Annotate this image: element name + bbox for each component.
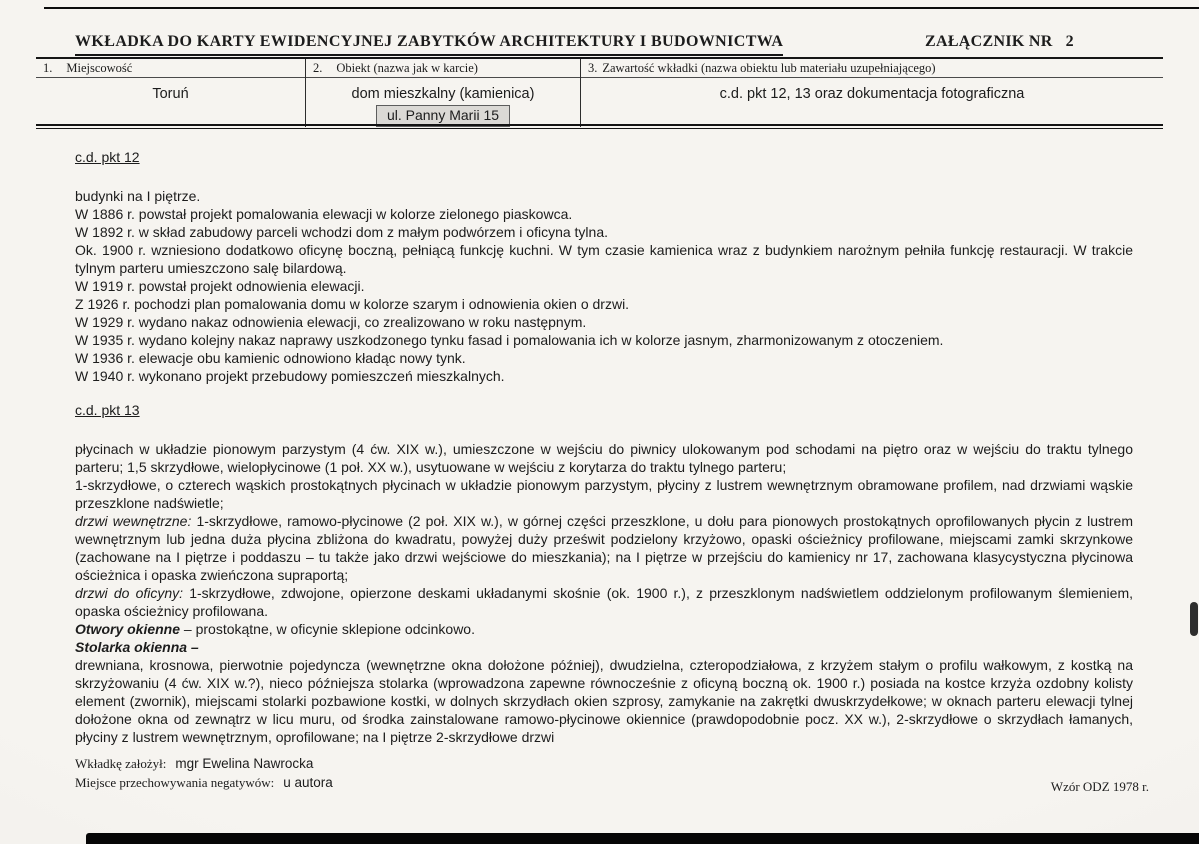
field-number: 1. [43,61,53,75]
field-label-text: Miejscowość [66,61,133,75]
paragraph-stolarka-okienna-heading [75,638,1133,656]
section-13-heading: c.d. pkt 13 [75,402,140,418]
paragraph-otwory-okienne [75,620,1133,638]
field-label-text: Obiekt (nazwa jak w karcie) [336,61,478,75]
scan-edge-top-line [44,7,1199,9]
paragraph-lead: drzwi wewnętrzne: [75,513,192,529]
column-zawartosc [580,59,1163,127]
paragraph-text: – prostokątne, w oficynie sklepione odcinkowo. [180,621,475,637]
attachment-label: ZAŁĄCZNIK NR [925,33,1053,50]
negatives-label: Miejsce przechowywania negatywów: [75,775,275,790]
paragraph-stolarka-okienna-text: drewniana, krosnowa, pierwotnie pojedyncza (wewnętrzne okna dołożone później), dwudzielna, czteropodziałowa, z krzyżem stałym o profilu wałkowym, z kostką na skrzyżowaniu (4 ćw. XIX w.?), nieco późniejsza stolarka (wprowadzona zapewne równocześnie z oficyną boczną ok. 1900 r.) posiada na kostce krzyża ozdobny kolisty element (zwornik), miejscami stolarki pozbawione kostki, w dolnych skrzydłach okien szprosy, zamykanie na zakrętki dwuskrzydełkowe; w oknach parteru elewacji tylnej dołożone okna od zewnątrz w licu muru, od środka zainstalowane ramowo-płycinowe okiennice (prawdopodobnie pocz. XX w.), 2-skrzydłowe o skrzydłach łamanych, płyciny z lustrem wewnętrznym, oprofilowane; na I piętrze 2-skrzydłowe drzwi [75,657,1133,745]
paragraph: 1-skrzydłowe, o czterech wąskich prostokątnych płycinach w układzie pionowym parzystym, płyciny z lustrem wewnętrznym obramowane profilem, nad drzwiami wąskie przeszklone nadświetle; [75,477,1133,511]
paragraph: W 1935 r. wydano kolejny nakaz naprawy uszkodzonego tynku fasad i pomalowania ich w kolorze jasnym, zharmonizowanym z otoczeniem. [75,332,944,348]
form-code: Wzór ODZ 1978 r. [1050,779,1149,794]
paragraph-text: 1-skrzydłowe, zdwojone, opierzone deskami układanymi skośnie (ok. 1900 r.), z przeszklonym nadświetlem oddzielonym profilowanym ślemieniem, opaska ościeżnicy profilowana. [75,585,1134,619]
field-label-text: Zawartość wkładki (nazwa obiektu lub materiału uzupełniającego) [602,61,936,75]
paragraph: płycinach w układzie pionowym parzystym (4 ćw. XIX w.), umieszczone w wejściu do piwnicy ulokowanym pod schodami na piętro oraz w wejściu do traktu tylnego parteru; 1,5 skrzydłowe, wielopłycinowe (1 poł. XX w.), usytuowane w wejściu z korytarza do traktu tylnego parteru; [75,441,1133,475]
document-body [75,148,1133,746]
scan-smudge-right-edge [1190,602,1198,636]
record-header-table [36,57,1163,124]
table-bottom-rule [36,124,1163,126]
section-12-heading: c.d. pkt 12 [75,149,140,165]
section-13-text [75,440,1133,746]
field-obiekt-value [306,78,580,127]
paragraph-text: 1-skrzydłowe, ramowo-płycinowe (2 poł. XIX w.), w górnej części przeszklone, u dołu para pionowych prostokątnych oprofilowanych płycin z lustrem wewnętrznym lub jedna duża płycina zbliżona do kwadratu, powyżej duży prześwit podzielony krzyżowo, opaski ościeżnicy profilowane, miejscami zamki skrzynkowe (zachowane na I piętrze i poddaszu – tu także jako drzwi wejściowe do mieszkania); na I piętrze w przejściu do kamienicy nr 17, zachowana klasycystyczna płycinowa ościeżnica i opaska zwieńczona supraportą; [75,513,1133,583]
negatives-value: u autora [283,775,333,790]
paragraph-drzwi-wewnetrzne [75,512,1133,584]
field-zawartosc-label [581,59,1163,78]
field-zawartosc-value: c.d. pkt 12, 13 oraz dokumentacja fotograficzna [719,86,1025,102]
page-title: WKŁADKA DO KARTY EWIDENCYJNEJ ZABYTKÓW ARCHITEKTURY I BUDOWNICTWA [75,33,783,56]
paragraph: Ok. 1900 r. wzniesiono dodatkowo oficynę boczną, pełniącą funkcję kuchni. W tym czasie kamienica wraz z budynkiem narożnym pełniła funkcję restauracji. W trakcie tylnym parteru umieszczono salę bilardową. [75,242,1133,276]
paragraph: W 1929 r. wydano nakaz odnowienia elewacji, co zrealizowano w roku następnym. [75,314,587,330]
paragraph: W 1936 r. elewacje obu kamienic odnowiono kładąc nowy tynk. [75,350,466,366]
paragraph-drzwi-do-oficyny [75,584,1133,620]
paragraph: budynki na I piętrze. [75,188,201,204]
paragraph: W 1940 r. wykonano projekt przebudowy pomieszczeń mieszkalnych. [75,368,505,384]
field-obiekt-label [306,59,580,78]
table-bottom-rule-thin [36,128,1163,129]
object-address-box: ul. Panny Marii 15 [376,105,510,127]
field-miejscowosc-value: Toruń [152,86,189,102]
footer-created-by [75,756,313,772]
footer-negatives [75,775,333,791]
object-name: dom mieszkalny (kamienica) [351,86,535,102]
attachment-number [925,33,1074,51]
paragraph-lead: Stolarka okienna – [75,639,199,655]
paragraph: W 1892 r. w skład zabudowy parceli wchodzi dom z małym podwórzem i oficyna tylna. [75,224,608,240]
paragraph: Z 1926 r. pochodzi plan pomalowania domu w kolorze szarym i odnowienia okien o drzwi. [75,296,630,312]
paragraph-lead: Otwory okienne [75,621,181,637]
attachment-value: 2 [1065,33,1074,50]
paragraph: W 1886 r. powstał projekt pomalowania elewacji w kolorze zielonego piaskowca. [75,206,573,222]
paragraph-lead: drzwi do oficyny: [75,585,184,601]
field-number: 2. [313,61,323,75]
field-miejscowosc-label [36,59,305,78]
created-by-value: mgr Ewelina Nawrocka [175,756,314,771]
created-by-label: Wkładkę założył: [75,756,167,771]
section-12-text [75,187,1133,385]
field-number: 3. [588,61,598,75]
column-obiekt [305,59,580,127]
scan-edge-bottom-bar [86,833,1199,844]
column-miejscowosc [36,59,305,127]
paragraph: W 1919 r. powstał projekt odnowienia elewacji. [75,278,365,294]
